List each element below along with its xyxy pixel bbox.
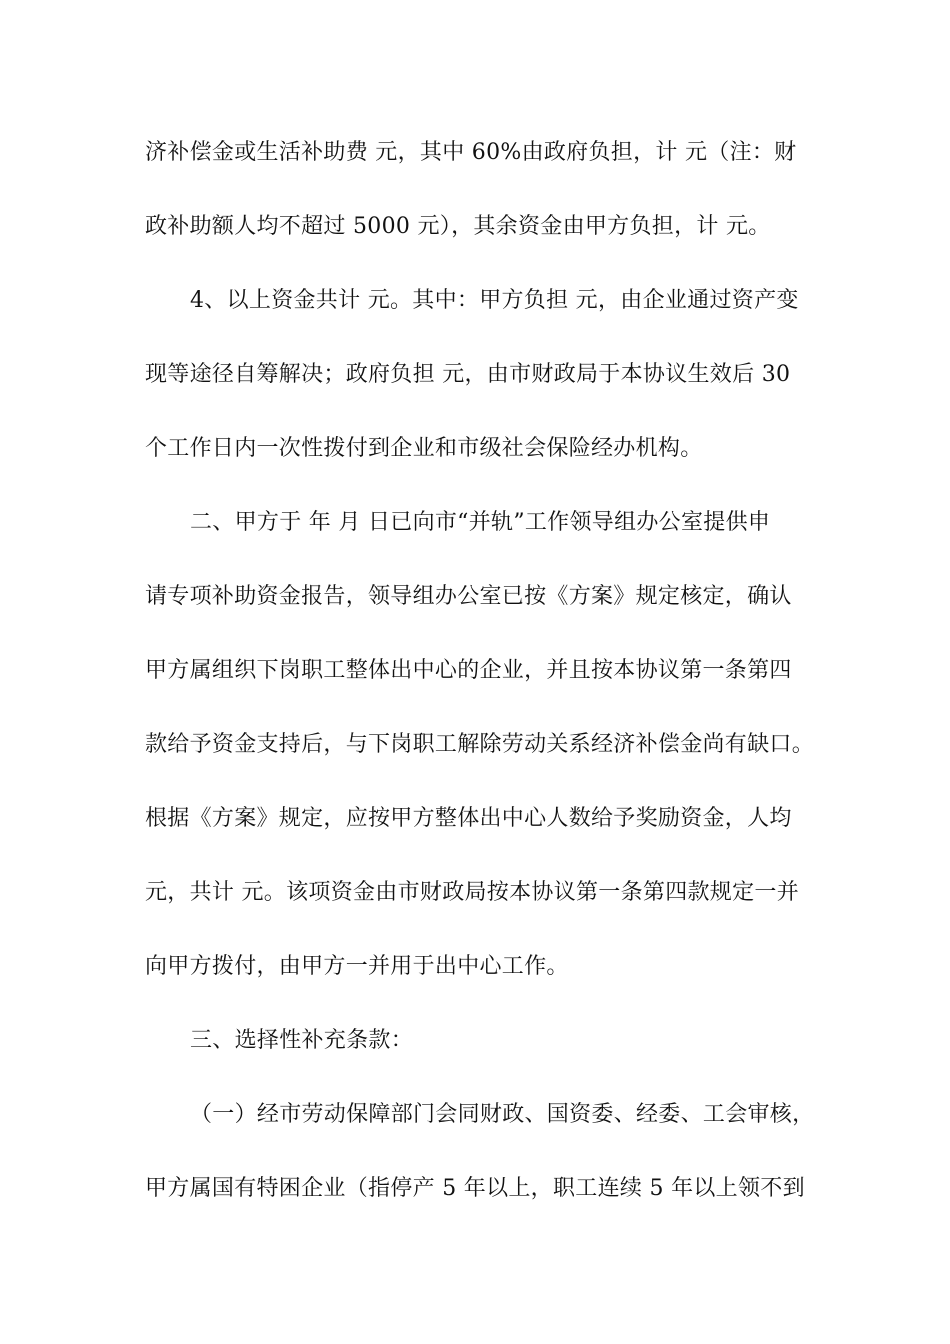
text-line: 请专项补助资金报告，领导组办公室已按《方案》规定核定，确认	[145, 584, 792, 609]
text-line: 现等途径自筹解决；政府负担 元，由市财政局于本协议生效后 30	[145, 362, 791, 387]
paragraph-start-line: 4、以上资金共计 元。其中：甲方负担 元，由企业通过资产变	[190, 288, 799, 313]
text-line: 根据《方案》规定，应按甲方整体出中心人数给予奖励资金，人均	[145, 806, 792, 831]
text-line: 向甲方拨付，由甲方一并用于出中心工作。	[145, 954, 569, 979]
text-line: 济补偿金或生活补助费 元，其中 60%由政府负担，计 元（注：财	[145, 140, 797, 165]
text-line: 甲方属组织下岗职工整体出中心的企业，并且按本协议第一条第四	[145, 658, 792, 683]
text-line: 款给予资金支持后，与下岗职工解除劳动关系经济补偿金尚有缺口。	[145, 732, 815, 757]
text-line: 个工作日内一次性拨付到企业和市级社会保险经办机构。	[145, 436, 703, 461]
paragraph-start-line: 二、甲方于 年 月 日已向市“并轨”工作领导组办公室提供申	[190, 510, 771, 535]
text-line: 元，共计 元。该项资金由市财政局按本协议第一条第四款规定一并	[145, 880, 799, 905]
text-line: 政补助额人均不超过 5000 元），其余资金由甲方负担，计 元。	[145, 214, 771, 239]
text-line: 甲方属国有特困企业（指停产 5 年以上，职工连续 5 年以上领不到	[145, 1176, 805, 1201]
section-heading: 三、选择性补充条款：	[190, 1028, 414, 1053]
paragraph-start-line: （一）经市劳动保障部门会同财政、国资委、经委、工会审核，	[190, 1102, 815, 1127]
